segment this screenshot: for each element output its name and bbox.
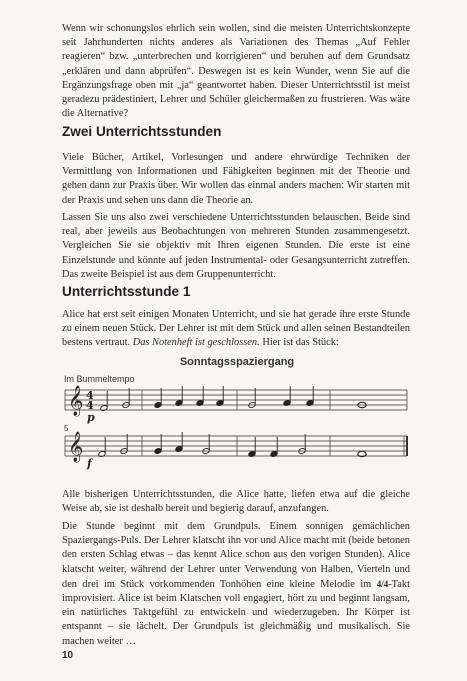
paragraph-alice [62,308,410,351]
page-number: 10 [62,650,74,661]
note-quarter [196,386,204,406]
note-half [120,434,128,454]
paragraph-alice-italic: Das Notenheft ist geschlossen. [132,337,260,349]
dynamic-piano: p [87,411,95,424]
music-title: Sonntagsspaziergang [179,356,295,368]
note-quarter [154,434,162,454]
note-quarter [154,388,162,408]
staff-svg [62,356,412,474]
paragraph-previous: Alle bisherigen Unterrichtsstunden, die Alice hatte, liefen etwa auf die gleiche Weise ab, sie ist deshalb bereit und begierig darauf, anzufangen. [62,489,410,515]
note-quarter [248,437,256,457]
paragraph-pulse-start: Die Stunde beginnt mit dem Grundpuls. Einem sonnigen gemächlichen Spaziergangs-Puls. Der Lehrer klatscht ihn vor und Alice macht mit (beide betonen den ersten Schlag etwas – das kennt Alice schon aus den vorigen Stunden). Alice klatscht weiter, während der Lehrer unter Verwendung von Halben, Vierteln und den drei im Stück vorkommenden Tonhöhen eine kleine Melodie im [62,521,410,590]
heading-lesson-one: Unterrichtsstunde 1 [62,284,191,299]
note-quarter [175,386,183,406]
time-signature-inline: 4/4 [376,578,389,589]
note-quarter [216,386,224,406]
note-half [122,388,130,408]
note-quarter [283,386,291,406]
note-half [248,388,256,408]
paragraph-alice-start: Alice hat erst seit einigen Monaten Unterricht, und sie hat gerade ihre erste Stunde zu einem neuen Stück. Der Lehrer ist mit dem Stück und allen seinen Bestandteilen bestens vertraut. [62,309,410,349]
note-quarter [306,386,314,406]
intro-paragraph: Wenn wir schonungslos ehrlich sein wollen, sind die meisten Unterrichtskonzepte seit Jahrhunderten nichts anderes als Variationen des Themas „Auf Fehler reagieren“ bzw. „unterbrechen und korrigieren“ und beruhen auf dem Grundsatz „erklären und dann abprüfen“. Deswegen ist es kein Wunder, wenn Sie auf die Ergänzungsfrage oben mit „ja“ geantwortet haben. Dieser Unterrichtsstil ist meist geradezu prädestiniert, Lehrer und Schüler gleichermaßen zu frustrieren. Was wäre die Alternative? [62,23,410,120]
paragraph-listen: Lassen Sie uns also zwei verschiedene Unterrichtsstunden belauschen. Beide sind real, aber jeweils aus Beobachtungen von mehreren Stunden zusammengesetzt. Vergleichen Sie sie objektiv mit Ihren eigenen Stunden. Die erste ist eine Einzelstunde und könnte auf jeden Instrumental- oder Gesangsunterricht zutreffen. Das zweite Beispiel ist aus dem Gruppenunterricht. [62,212,410,280]
note-half [98,437,106,457]
note-half [298,434,306,454]
time-signature-top: 4 [86,389,94,402]
treble-clef-icon: 𝄞 [68,432,84,462]
measure-number: 5 [64,424,69,433]
staff-line-1 [65,390,407,410]
paragraph-pulse [62,520,410,649]
paragraph-alice-end: Hier ist das Stück: [262,337,339,349]
music-score [62,356,412,474]
paragraph-books: Viele Bücher, Artikel, Vorlesungen und andere ehrwürdige Techniken der Vermittlung von Informationen und Fähigkeiten beginnen mit der Theorie und gehen dann zur Praxis über. Wir wollen das einmal anders machen: Wir starten mit der Praxis und sehen uns dann die Theorie an. [62,152,410,206]
note-half [202,434,210,454]
note-half [100,391,108,411]
note-quarter [175,432,183,452]
tempo-marking: Im Bummeltempo [64,374,135,384]
time-signature-bottom: 4 [86,399,94,412]
treble-clef-icon: 𝄞 [68,386,84,416]
dynamic-forte: f [87,457,92,470]
heading-two-lessons: Zwei Unterrichtsstunden [62,124,222,139]
paragraph-pulse-end: -Takt improvisiert. Alice ist beim Klatschen voll engagiert, hört zu und beginnt langsam, ein natürliches Taktgefühl zu entwickeln und wiederzugeben. Ihr Körper ist entspannt – sie lächelt. Der Grundpuls ist gleichmäßig und musikalisch. Sie machen weiter … [62,578,410,647]
staff-line-2 [65,436,407,456]
note-quarter [270,437,278,457]
